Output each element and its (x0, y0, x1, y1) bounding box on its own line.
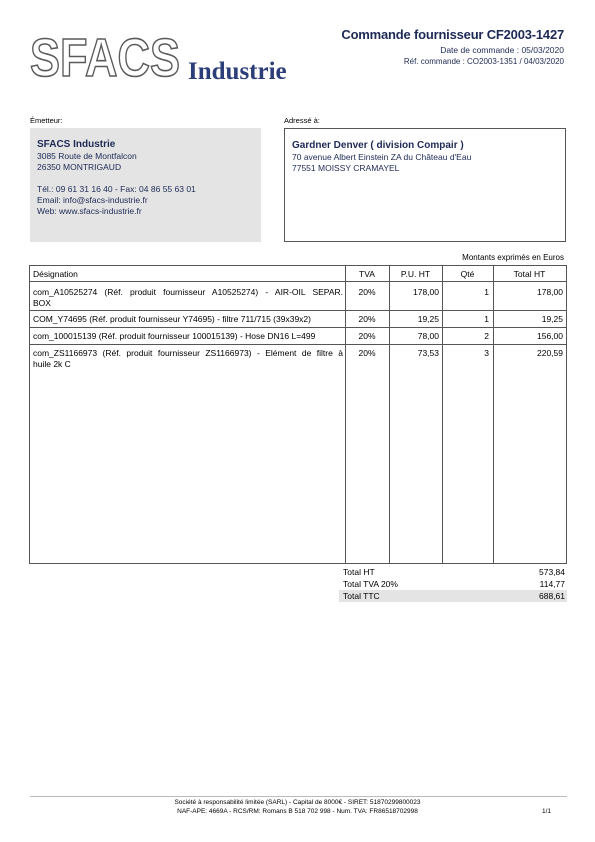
recipient-name: Gardner Denver ( division Compair ) (292, 140, 464, 151)
total-tva-value: 114,77 (539, 579, 565, 589)
item-tva: 20% (358, 287, 376, 297)
item-designation-line-1: com_A10525274 (Réf. produit fournisseur A10525274) - AIR-OIL SEPAR. (33, 287, 343, 297)
table-header-row (30, 266, 566, 282)
table-row (30, 345, 566, 373)
recipient-box (284, 128, 566, 242)
total-ttc-row (339, 590, 567, 602)
item-quantity: 1 (484, 287, 489, 297)
order-reference: Réf. commande : CO2003-1351 / 04/03/2020 (403, 57, 564, 66)
recipient-address-line-2: 77551 MOISSY CRAMAYEL (292, 163, 400, 173)
industrie-logo-text: Industrie (188, 58, 287, 85)
item-designation: com_100015139 (Réf. produit fournisseur 100015139) - Hose DN16 L=499 (33, 331, 316, 341)
total-tva-row (339, 578, 567, 590)
item-unit-price: 73,53 (417, 348, 439, 358)
header-tva: TVA (359, 269, 375, 279)
item-quantity: 2 (484, 331, 489, 341)
sfacs-logo-text: SFACS (30, 28, 180, 88)
currency-note: Montants exprimés en Euros (462, 253, 564, 262)
item-designation (33, 348, 343, 370)
item-tva: 20% (358, 348, 376, 358)
sender-label: Émetteur: (30, 116, 63, 125)
item-total: 19,25 (541, 314, 563, 324)
order-items-table (29, 265, 567, 564)
item-designation-line-1: com_ZS1166973 (Réf. produit fournisseur ZS1166973) - Elément de filtre à (33, 348, 343, 358)
item-designation-line-2: BOX (33, 298, 51, 308)
item-designation: COM_Y74695 (Réf. produit fournisseur Y74695) - filtre 711/715 (39x39x2) (33, 314, 311, 324)
sender-phone: Tél.: 09 61 31 16 40 - Fax: 04 86 55 63 01 (37, 184, 196, 194)
order-date: Date de commande : 05/03/2020 (440, 45, 564, 55)
totals-block (339, 566, 567, 602)
item-total: 156,00 (537, 331, 563, 341)
total-ttc-label: Total TTC (343, 591, 380, 601)
sender-address-line-1: 3085 Route de Montfalcon (37, 151, 137, 161)
recipient-label: Adressé à: (284, 116, 320, 125)
sender-website: Web: www.sfacs-industrie.fr (37, 206, 142, 216)
item-quantity: 1 (484, 314, 489, 324)
total-ht-row (339, 566, 567, 578)
header-unit-price: P.U. HT (400, 269, 431, 279)
item-designation (33, 287, 343, 309)
recipient-address-line-1: 70 avenue Albert Einstein ZA du Château d'Eau (292, 152, 472, 162)
table-row (30, 282, 566, 310)
total-ht-label: Total HT (343, 567, 375, 577)
total-tva-label: Total TVA 20% (343, 579, 398, 589)
item-unit-price: 178,00 (413, 287, 439, 297)
total-ttc-value: 688,61 (539, 591, 565, 601)
item-unit-price: 19,25 (417, 314, 439, 324)
item-tva: 20% (358, 314, 376, 324)
sender-box (30, 128, 261, 242)
item-tva: 20% (358, 331, 376, 341)
footer-legal-line-2: NAF-APE: 4669A - RCS/RM: Romans B 518 702 998 - Num. TVA: FR86518702998 (177, 808, 418, 815)
sfacs-logo-mark (30, 28, 180, 88)
sender-address-line-2: 26350 MONTRIGAUD (37, 162, 122, 172)
sender-email: Email: info@sfacs-industrie.fr (37, 195, 148, 205)
table-row (30, 328, 566, 344)
page-number: 1/1 (541, 808, 551, 815)
item-unit-price: 78,00 (417, 331, 439, 341)
sender-name: SFACS Industrie (37, 139, 116, 150)
item-designation-line-2: huile 2k C (33, 359, 71, 369)
header-designation: Désignation (33, 269, 78, 279)
footer-legal-line-1: Société à responsabilité limitée (SARL) - Capital de 8000€ - SIRET: 51870299800023 (174, 799, 421, 806)
header-quantity: Qté (460, 269, 475, 279)
header-total-ht: Total HT (513, 269, 546, 279)
item-total: 220,59 (537, 348, 563, 358)
table-row (30, 311, 566, 327)
total-ht-value: 573,84 (539, 567, 565, 577)
document-title: Commande fournisseur CF2003-1427 (341, 27, 564, 42)
item-total: 178,00 (537, 287, 563, 297)
footer-divider (30, 796, 567, 797)
item-quantity: 3 (484, 348, 489, 358)
